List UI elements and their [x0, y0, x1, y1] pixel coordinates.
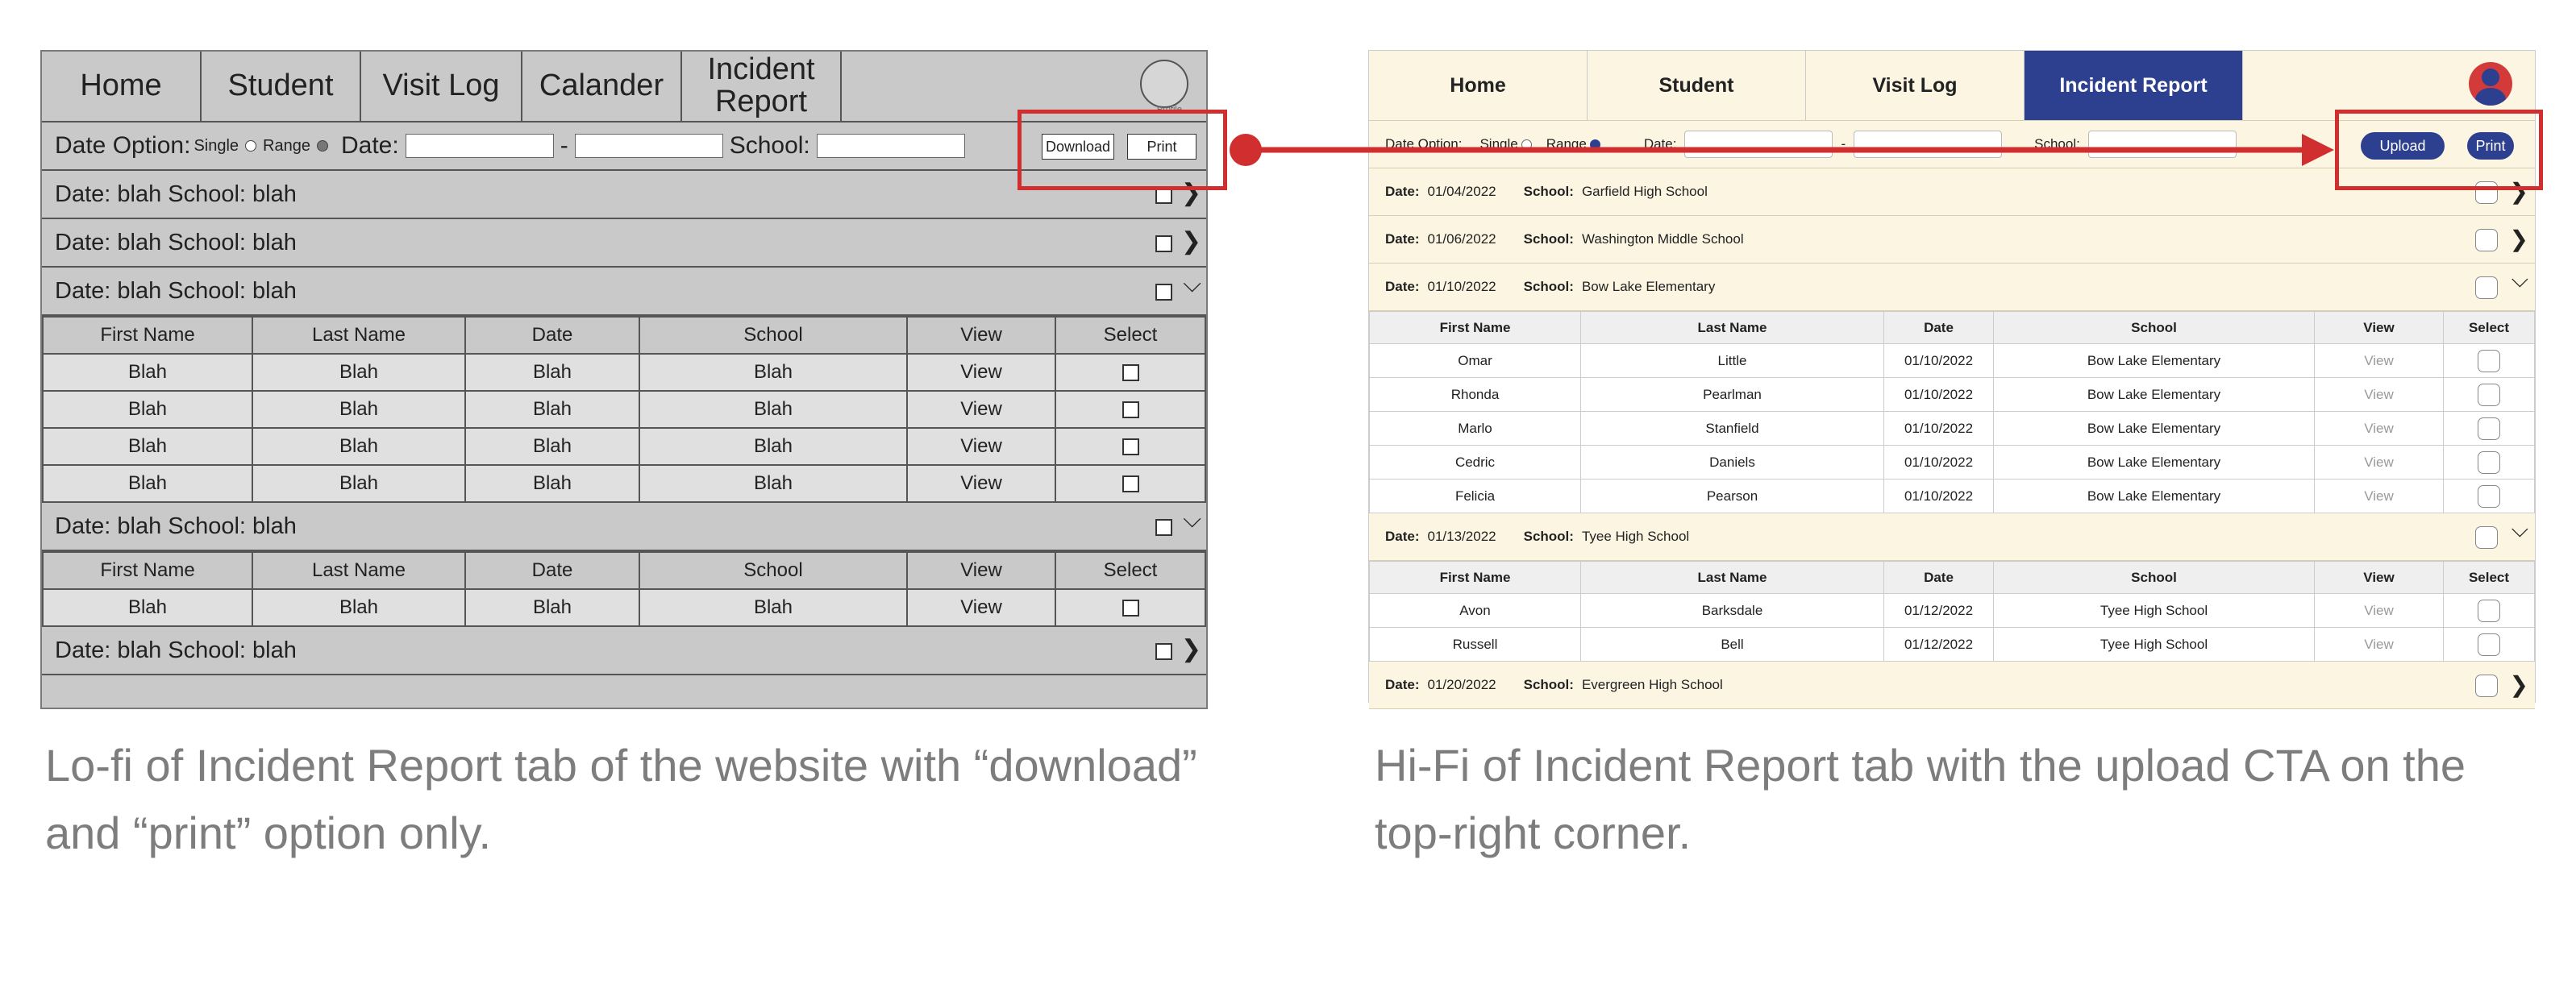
- column-header: View: [2315, 312, 2444, 344]
- lofi-school-label: School:: [729, 132, 810, 159]
- lofi-tab-visit-log[interactable]: Visit Log: [361, 52, 522, 121]
- column-header: Date: [1884, 312, 1994, 344]
- cell-date: 01/12/2022: [1884, 594, 1994, 628]
- column-header: Date: [1884, 562, 1994, 594]
- cell-first-name: Blah: [43, 465, 252, 502]
- school-key: School:: [1523, 279, 1574, 294]
- lofi-tab-incident-report[interactable]: Incident Report: [682, 52, 842, 121]
- date-key: Date:: [1385, 677, 1420, 692]
- cell-first-name: Cedric: [1370, 446, 1581, 480]
- cell-first-name: Russell: [1370, 628, 1581, 662]
- cell-school: Blah: [639, 465, 907, 502]
- cell-date: 01/12/2022: [1884, 628, 1994, 662]
- view-link[interactable]: View: [2315, 594, 2444, 628]
- cell-date: 01/10/2022: [1884, 446, 1994, 480]
- view-link[interactable]: View: [907, 465, 1055, 502]
- view-link[interactable]: View: [907, 428, 1055, 465]
- cell-school: Bow Lake Elementary: [1994, 412, 2315, 446]
- view-link[interactable]: View: [2315, 480, 2444, 513]
- column-header: Date: [465, 317, 639, 354]
- view-link[interactable]: View: [2315, 412, 2444, 446]
- group-date: 01/04/2022: [1427, 184, 1496, 199]
- lofi-group-label: Date: blah School: blah: [55, 637, 297, 663]
- chevron-down-icon[interactable]: ⌵: [2511, 267, 2528, 292]
- chevron-right-icon[interactable]: ❯: [1180, 228, 1201, 255]
- view-link[interactable]: View: [2315, 378, 2444, 412]
- cell-last-name: Blah: [252, 428, 465, 465]
- column-header: Last Name: [252, 317, 465, 354]
- hifi-date-option-label: Date Option:: [1385, 136, 1463, 152]
- cell-school: Bow Lake Elementary: [1994, 480, 2315, 513]
- cell-last-name: Blah: [252, 391, 465, 428]
- cell-first-name: Blah: [43, 428, 252, 465]
- hifi-single-label: Single: [1479, 136, 1518, 152]
- column-header: Last Name: [1581, 562, 1884, 594]
- cell-date: 01/10/2022: [1884, 412, 1994, 446]
- cell-date: Blah: [465, 354, 639, 391]
- upload-button[interactable]: Upload: [2361, 132, 2445, 160]
- lofi-group-label: Date: blah School: blah: [55, 181, 297, 207]
- hifi-tab-home[interactable]: Home: [1369, 51, 1588, 120]
- view-link[interactable]: View: [2315, 446, 2444, 480]
- group-school: Tyee High School: [1581, 529, 1690, 544]
- column-header: Select: [2444, 562, 2535, 594]
- lofi-group-label: Date: blah School: blah: [55, 229, 297, 255]
- hifi-print-button[interactable]: Print: [2467, 132, 2514, 160]
- lofi-tab-home[interactable]: Home: [42, 52, 202, 121]
- column-header: School: [639, 317, 907, 354]
- lofi-profile-label: Profile: [1156, 105, 1182, 114]
- lofi-single-label: Single: [194, 136, 239, 155]
- cell-school: Blah: [639, 354, 907, 391]
- chevron-down-icon[interactable]: ⌵: [1183, 271, 1201, 297]
- column-header: Select: [1055, 552, 1205, 589]
- hifi-school-label: School:: [2034, 136, 2080, 152]
- cell-last-name: Stanfield: [1581, 412, 1884, 446]
- chevron-right-icon[interactable]: ❯: [2509, 226, 2528, 251]
- chevron-down-icon[interactable]: ⌵: [1183, 506, 1201, 533]
- view-link[interactable]: View: [2315, 628, 2444, 662]
- cell-first-name: Blah: [43, 354, 252, 391]
- hifi-tab-visit-log[interactable]: Visit Log: [1806, 51, 2025, 120]
- cell-school: Blah: [639, 589, 907, 626]
- hifi-range-label: Range: [1546, 136, 1587, 152]
- group-school: Washington Middle School: [1581, 231, 1744, 247]
- column-header: View: [907, 552, 1055, 589]
- lofi-date-dash: -: [560, 132, 568, 159]
- cell-date: Blah: [465, 465, 639, 502]
- column-header: Date: [465, 552, 639, 589]
- column-header: First Name: [43, 317, 252, 354]
- cell-date: Blah: [465, 391, 639, 428]
- lofi-date-label: Date:: [340, 132, 399, 159]
- hifi-tab-student[interactable]: Student: [1588, 51, 1806, 120]
- cell-first-name: Rhonda: [1370, 378, 1581, 412]
- cell-first-name: Omar: [1370, 344, 1581, 378]
- cell-school: Blah: [639, 391, 907, 428]
- group-school: Bow Lake Elementary: [1581, 279, 1716, 294]
- cell-last-name: Little: [1581, 344, 1884, 378]
- school-key: School:: [1523, 184, 1574, 199]
- cell-last-name: Blah: [252, 465, 465, 502]
- column-header: First Name: [1370, 562, 1581, 594]
- chevron-right-icon[interactable]: ❯: [2509, 179, 2528, 204]
- group-date: 01/13/2022: [1427, 529, 1496, 544]
- group-school: Evergreen High School: [1581, 677, 1723, 692]
- cell-last-name: Daniels: [1581, 446, 1884, 480]
- column-header: First Name: [43, 552, 252, 589]
- cell-date: 01/10/2022: [1884, 480, 1994, 513]
- date-key: Date:: [1385, 279, 1420, 294]
- cell-school: Bow Lake Elementary: [1994, 378, 2315, 412]
- cell-date: 01/10/2022: [1884, 378, 1994, 412]
- lofi-group-label: Date: blah School: blah: [55, 277, 297, 304]
- lofi-caption: Lo-fi of Incident Report tab of the website with “download” and “print” option only.: [45, 740, 1197, 858]
- lofi-tab-calander[interactable]: Calander: [522, 52, 682, 121]
- chevron-right-icon[interactable]: ❯: [2509, 672, 2528, 697]
- cell-first-name: Blah: [43, 391, 252, 428]
- column-header: First Name: [1370, 312, 1581, 344]
- cell-last-name: Pearson: [1581, 480, 1884, 513]
- cell-school: Blah: [639, 428, 907, 465]
- view-link[interactable]: View: [907, 589, 1055, 626]
- cell-first-name: Felicia: [1370, 480, 1581, 513]
- chevron-right-icon[interactable]: ❯: [1180, 180, 1201, 206]
- cell-last-name: Pearlman: [1581, 378, 1884, 412]
- cell-last-name: Blah: [252, 354, 465, 391]
- chevron-down-icon[interactable]: ⌵: [2511, 517, 2528, 542]
- date-key: Date:: [1385, 529, 1420, 544]
- view-link[interactable]: View: [2315, 344, 2444, 378]
- column-header: School: [1994, 562, 2315, 594]
- group-date: 01/20/2022: [1427, 677, 1496, 692]
- hifi-date-label: Date:: [1643, 136, 1677, 152]
- group-date: 01/06/2022: [1427, 231, 1496, 247]
- hifi-tab-incident-report[interactable]: Incident Report: [2025, 51, 2243, 120]
- cell-school: Bow Lake Elementary: [1994, 344, 2315, 378]
- lofi-print-button[interactable]: Print: [1127, 134, 1196, 160]
- group-date: 01/10/2022: [1427, 279, 1496, 294]
- school-key: School:: [1523, 529, 1574, 544]
- lofi-download-button[interactable]: Download: [1042, 134, 1114, 160]
- column-header: Last Name: [1581, 312, 1884, 344]
- hifi-caption: Hi-Fi of Incident Report tab with the upload CTA on the top-right corner.: [1375, 740, 2466, 858]
- cell-date: Blah: [465, 589, 639, 626]
- chevron-right-icon[interactable]: ❯: [1180, 636, 1201, 662]
- lofi-group-label: Date: blah School: blah: [55, 513, 297, 539]
- column-header: Select: [1055, 317, 1205, 354]
- column-header: Select: [2444, 312, 2535, 344]
- date-key: Date:: [1385, 184, 1420, 199]
- cell-last-name: Blah: [252, 589, 465, 626]
- cell-school: Bow Lake Elementary: [1994, 446, 2315, 480]
- cell-first-name: Avon: [1370, 594, 1581, 628]
- column-header: View: [907, 317, 1055, 354]
- cell-date: 01/10/2022: [1884, 344, 1994, 378]
- hifi-date-dash: -: [1841, 136, 1846, 152]
- column-header: View: [2315, 562, 2444, 594]
- lofi-tab-student[interactable]: Student: [202, 52, 361, 121]
- school-key: School:: [1523, 677, 1574, 692]
- cell-school: Tyee High School: [1994, 594, 2315, 628]
- column-header: Last Name: [252, 552, 465, 589]
- school-key: School:: [1523, 231, 1574, 247]
- date-key: Date:: [1385, 231, 1420, 247]
- column-header: School: [1994, 312, 2315, 344]
- cell-last-name: Bell: [1581, 628, 1884, 662]
- view-link[interactable]: View: [907, 354, 1055, 391]
- cell-first-name: Marlo: [1370, 412, 1581, 446]
- cell-last-name: Barksdale: [1581, 594, 1884, 628]
- cell-date: Blah: [465, 428, 639, 465]
- column-header: School: [639, 552, 907, 589]
- cell-first-name: Blah: [43, 589, 252, 626]
- lofi-range-label: Range: [263, 136, 310, 155]
- cell-school: Tyee High School: [1994, 628, 2315, 662]
- view-link[interactable]: View: [907, 391, 1055, 428]
- group-school: Garfield High School: [1581, 184, 1708, 199]
- lofi-date-option-label: Date Option:: [55, 132, 191, 159]
